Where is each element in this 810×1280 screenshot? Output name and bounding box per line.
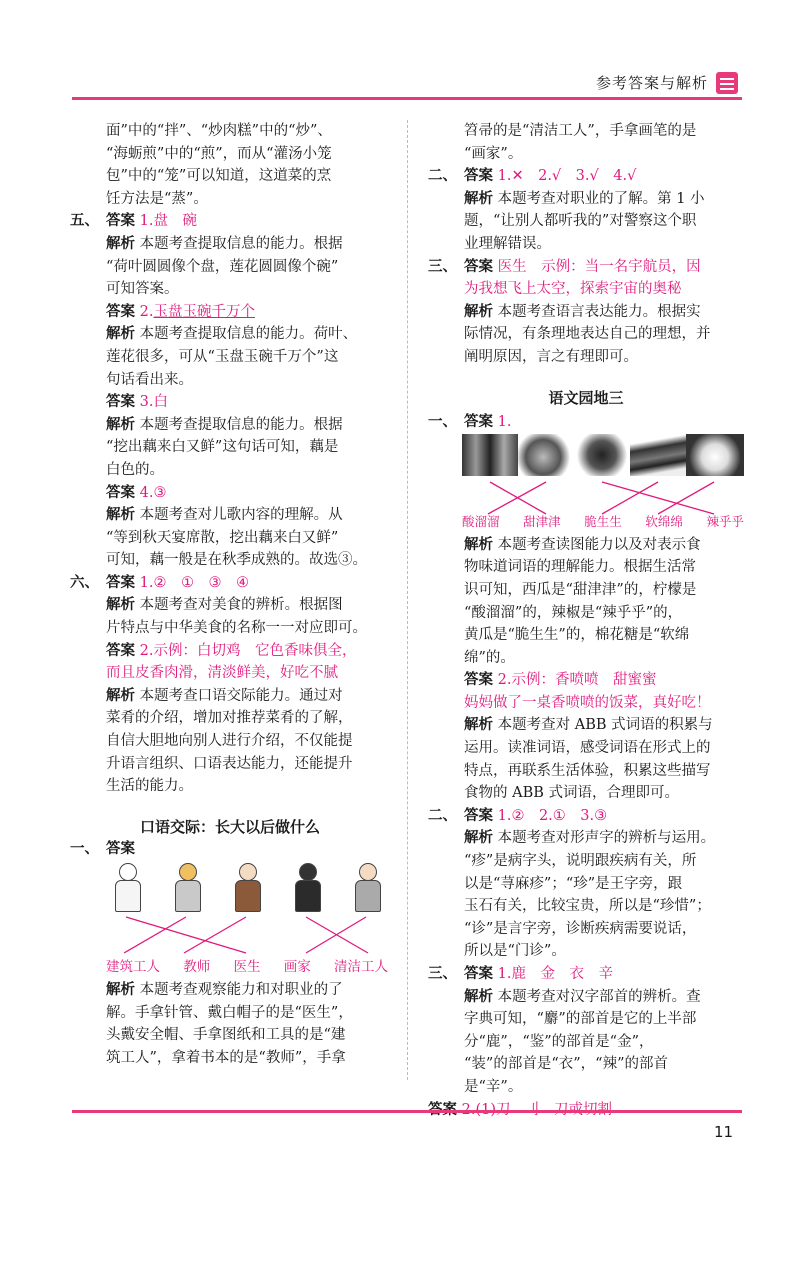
- answer-line: 三、 答案 1.鹿 金 衣 辛: [428, 966, 613, 982]
- answer-line: 一、 答案: [70, 841, 135, 858]
- analysis-line: 解析 本题考查对职业的了解。第 1 小: [464, 190, 705, 207]
- text-line: 以是“荨麻疹”；“珍”是王字旁，跟: [464, 875, 683, 892]
- text-line: 是“辛”。: [464, 1078, 523, 1095]
- text-line: “疹”是病字头，说明跟疾病有关，所: [464, 853, 697, 870]
- job-matching-figure: [106, 861, 388, 979]
- text-line: “酸溜溜”的，辣椒是“辣乎乎”的，: [464, 604, 683, 621]
- text-line: 物味道词语的理解能力。根据生活常: [464, 559, 696, 576]
- answer-text: 1.盘 碗: [139, 213, 197, 230]
- text-line: 头戴安全帽、手拿图纸和工具的是“建: [106, 1027, 346, 1044]
- answer-text: 而且皮香肉滑，清淡鲜美，好吃不腻: [106, 665, 338, 682]
- analysis-line: 解析 本题考查读图能力以及对表示食: [464, 536, 701, 553]
- text-line: 面”中的“拌”、“炒肉糕”中的“炒”、: [106, 123, 332, 139]
- taste-label: 辣乎乎: [706, 514, 744, 530]
- answer-label: 答案: [106, 213, 135, 230]
- text-line: 生活的能力。: [106, 778, 193, 795]
- job-label: 清洁工人: [334, 959, 388, 976]
- answer-line: 答案 3.白: [106, 394, 168, 411]
- answer-text: 妈妈做了一桌香喷喷的饭菜，真好吃！: [464, 694, 711, 711]
- text-line: 句话看出来。: [106, 371, 193, 388]
- text-line: 运用。读准词语，感受词语在形式上的: [464, 740, 711, 757]
- text-line: 际情况，有条理地表达自己的理想，并: [464, 326, 711, 343]
- answer-line: 答案 2.玉盘玉碗千万个: [106, 303, 255, 320]
- text-line: 所以是“门诊”。: [464, 943, 566, 960]
- text-line: 包”中的“笼”可以知道，这道菜的烹: [106, 168, 332, 185]
- text-line: 阐明原因，言之有理即可。: [464, 348, 638, 365]
- answer-text: 玉盘玉碗千万个: [153, 303, 255, 320]
- section-title: 口语交际：长大以后做什么: [139, 817, 320, 836]
- text-line: “装”的部首是“衣”，“辣”的部首: [464, 1056, 668, 1073]
- text-line: 升语言组织、口语表达能力，还能提升: [106, 755, 353, 772]
- footer-rule: [72, 1110, 742, 1113]
- job-labels: [106, 956, 388, 979]
- analysis-line: 解析 本题考查提取信息的能力。根据: [106, 235, 343, 252]
- text-line: “海蛎煎”中的“煎”，而从“灌汤小笼: [106, 145, 332, 162]
- taste-label: 软绵绵: [645, 514, 683, 530]
- answer-line: 三、 答案 医生 示例：当一名宇航员，因: [428, 258, 701, 275]
- text-line: 可知答案。: [106, 281, 179, 298]
- text-line: 分“鹿”，“鉴”的部首是“金”，: [464, 1033, 654, 1050]
- text-line: 识可知，西瓜是“甜津津”的，柠檬是: [464, 581, 697, 598]
- text-line: “画家”。: [464, 145, 523, 162]
- taste-label: 甜津津: [523, 514, 561, 530]
- text-line: “等到秋天宴席散，挖出藕来白又鲜”: [106, 529, 339, 546]
- text-line: 玉石有关，比较宝贵，所以是“珍惜”；: [464, 898, 711, 915]
- text-line: 自信大胆地向别人进行介绍，不仅能提: [106, 733, 353, 750]
- analysis-line: 解析 本题考查语言表达能力。根据实: [464, 303, 701, 320]
- column-divider: [407, 120, 408, 1080]
- text-line: 解。手拿针管、戴白帽子的是“医生”，: [106, 1004, 353, 1021]
- analysis-line: 解析 本题考查对儿歌内容的理解。从: [106, 507, 343, 524]
- text-line: “诊”是言字旁，诊断疾病需要说话，: [464, 920, 697, 937]
- left-column: [70, 120, 390, 1069]
- text-line: 片特点与中华美食的名称一一对应即可。: [106, 620, 367, 637]
- text-line: 绵”的。: [464, 649, 515, 666]
- job-label: 教师: [183, 959, 211, 976]
- text-line: 筑工人”，拿着书本的是“教师”，手拿: [106, 1049, 346, 1066]
- answer-text: 为我想飞上太空，探索宇宙的奥秘: [464, 281, 682, 298]
- answer-line: 一、 答案 1.: [428, 414, 512, 431]
- text-line: 字典可知，“麝”的部首是它的上半部: [464, 1011, 697, 1028]
- text-line: 饪方法是“蒸”。: [106, 190, 208, 207]
- analysis-line: 解析 本题考查对形声字的辨析与运用。: [464, 830, 716, 847]
- taste-label: 脆生生: [584, 514, 622, 530]
- analysis-line: 解析 本题考查提取信息的能力。根据: [106, 416, 343, 433]
- text-line: 笤帚的是“清洁工人”，手拿画笔的是: [464, 123, 697, 139]
- taste-matching-figure: [462, 434, 744, 534]
- text-line: 黄瓜是“脆生生”的，棉花糖是“软绵: [464, 627, 690, 644]
- header-title: 参考答案与解析: [596, 74, 709, 92]
- answer-line: 答案 4.③: [106, 484, 167, 501]
- text-line: 可知，藕一般是在秋季成熟的。故选③。: [106, 552, 367, 569]
- taste-label: 酸溜溜: [462, 514, 500, 530]
- answer-label: 答案: [106, 303, 135, 320]
- job-label: 画家: [283, 959, 311, 976]
- text-line: 白色的。: [106, 461, 164, 478]
- section-number: 五、: [70, 213, 99, 230]
- job-label: 医生: [233, 959, 261, 976]
- analysis-line: 解析 本题考查对 ABB 式词语的积累与: [464, 717, 713, 734]
- text-line: “荷叶圆圆像个盘，莲花圆圆像个碗”: [106, 258, 339, 275]
- analysis-line: 解析 本题考查观察能力和对职业的了: [106, 982, 343, 998]
- right-column: [428, 120, 744, 1121]
- section-title: 语文园地三: [548, 388, 624, 407]
- book-icon: [716, 72, 738, 94]
- analysis-label: 解析: [106, 235, 135, 252]
- answer-line: 六、 答案 1.② ① ③ ④: [70, 574, 249, 591]
- analysis-line: 解析 本题考查对汉字部首的辨析。查: [464, 988, 701, 1005]
- answer-line: 二、 答案 1.✕ 2.√ 3.√ 4.√: [428, 168, 637, 185]
- job-label: 建筑工人: [106, 959, 160, 976]
- answer-line: 答案 2.示例：白切鸡 它色香味俱全，: [106, 642, 357, 659]
- answer-line: 答案 2.示例：香喷喷 甜蜜蜜: [464, 672, 657, 689]
- taste-labels: [462, 511, 744, 534]
- text-line: “挖出藕来白又鲜”这句话可知，藕是: [106, 439, 339, 456]
- text-line: 菜肴的介绍，增加对推荐菜肴的了解，: [106, 710, 353, 727]
- text-line: 莲花很多，可从“玉盘玉碗千万个”这: [106, 348, 339, 365]
- header-rule: [72, 97, 742, 100]
- answer-line: 二、 答案 1.② 2.① 3.③: [428, 807, 608, 824]
- text-line: 特点，再联系生活体验，积累这些描写: [464, 762, 711, 779]
- analysis-line: 解析 本题考查对美食的辨析。根据图: [106, 597, 343, 614]
- answer-line: [70, 210, 390, 233]
- analysis-line: 解析 本题考查提取信息的能力。荷叶、: [106, 326, 358, 343]
- text-line: 题，“让别人都听我的”对警察这个职: [464, 213, 697, 230]
- analysis-line: 解析 本题考查口语交际能力。通过对: [106, 687, 343, 704]
- text-line: 业理解错误。: [464, 235, 551, 252]
- text-line: 食物的 ABB 式词语，合理即可。: [464, 785, 679, 802]
- page-number: 11: [714, 1123, 734, 1141]
